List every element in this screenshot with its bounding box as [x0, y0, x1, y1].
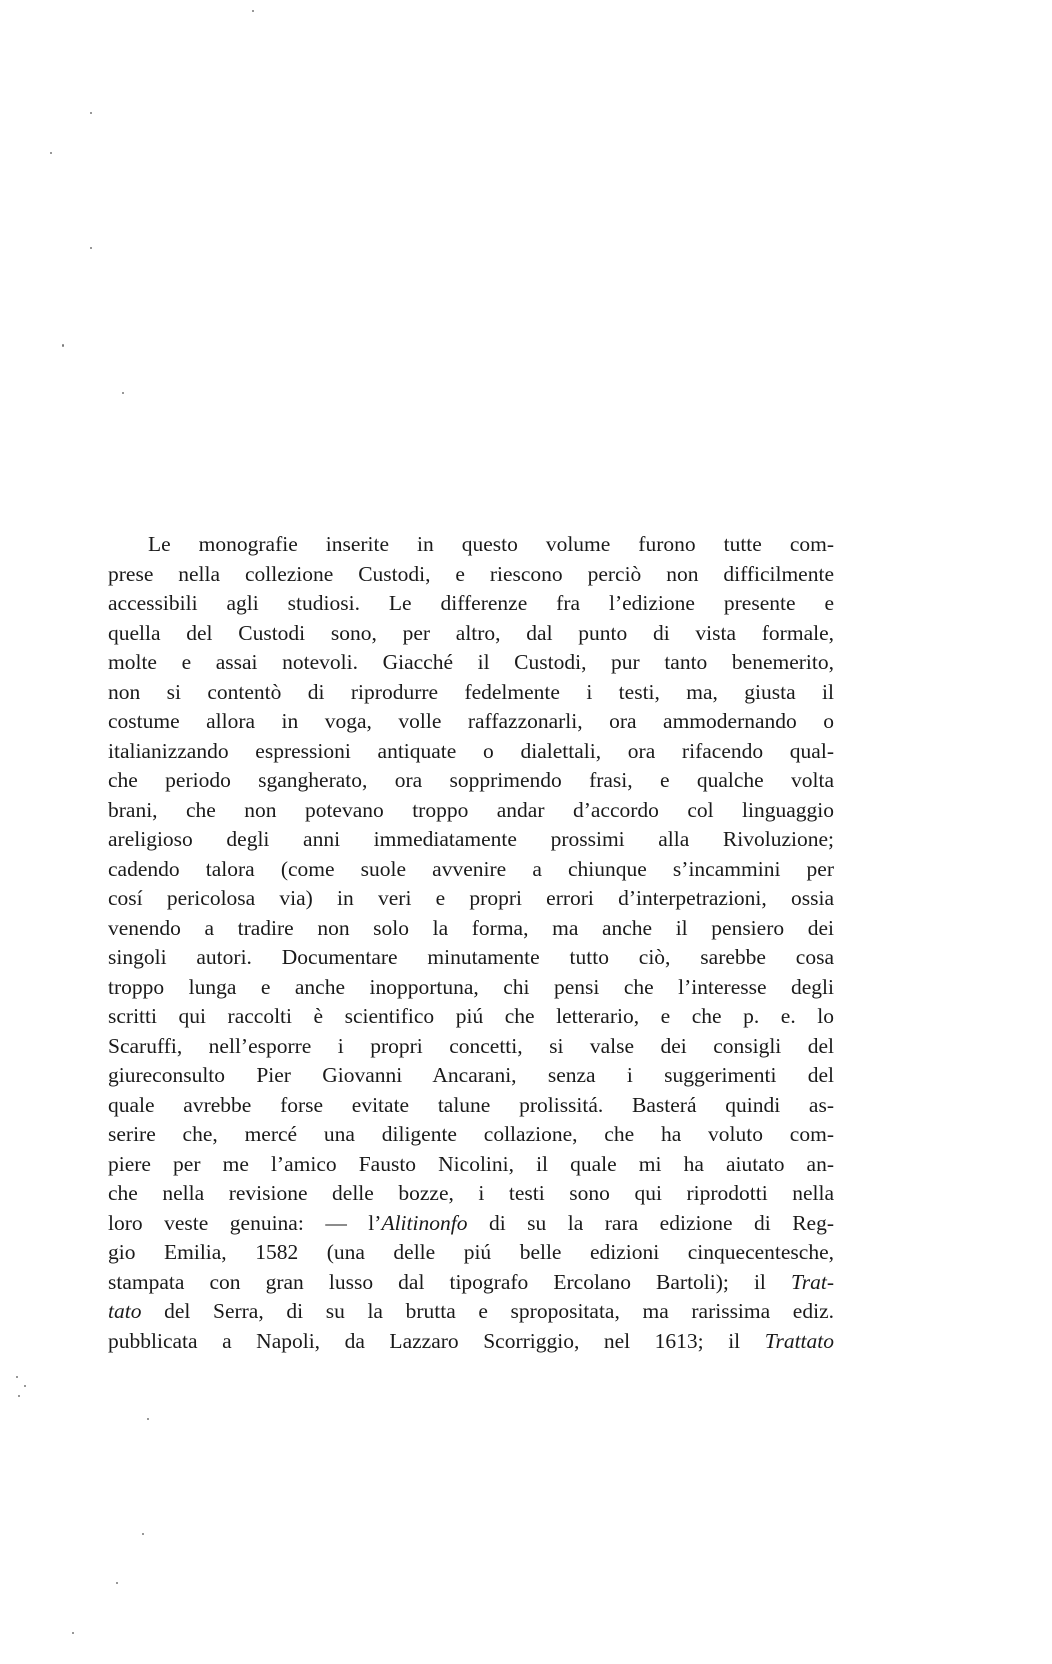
text-line [108, 737, 834, 767]
text-line [108, 914, 834, 944]
text-run: brani, che non potevano troppo andar d’accordo col linguaggio [108, 797, 834, 822]
text-line [108, 648, 834, 678]
text-run: singoli autori. Documentare minutamente tutto ciò, sarebbe cosa [108, 945, 834, 969]
text-line [108, 825, 834, 855]
text-line [108, 1091, 834, 1121]
text-run: costume allora in voga, volle raffazzonarli, ora ammodernando o [108, 709, 834, 733]
text-line [108, 707, 834, 737]
text-run: quella del Custodi sono, per altro, dal punto di vista formale, [108, 620, 834, 645]
text-run: Le monografie inserite in questo volume furono tutte com- [148, 532, 834, 556]
text-run: non si contentò di riprodurre fedelmente i testi, ma, giusta il [108, 679, 834, 704]
text-run: molte e assai notevoli. Giacché il Custodi, pur tanto benemerito, [108, 650, 834, 674]
scan-speck [90, 247, 92, 249]
text-line [108, 1032, 834, 1062]
text-line [108, 1061, 834, 1091]
text-run: troppo lunga e anche inopportuna, chi pensi che l’interesse degli [108, 974, 834, 999]
text-line [108, 1327, 834, 1357]
scan-speck [16, 1376, 18, 1378]
text-run: cosí pericolosa via) in veri e propri errori d’interpetrazioni, ossia [108, 886, 834, 910]
text-run: prese nella collezione Custodi, e riescono perciò non difficilmente [108, 561, 834, 586]
text-run: loro veste genuina: — l’ [108, 1210, 382, 1235]
text-run: cadendo talora (come suole avvenire a chiunque s’incammini per [108, 856, 834, 881]
text-run: quale avrebbe forse evitate talune prolissitá. Basterá quindi as- [108, 1092, 834, 1117]
scan-speck [90, 112, 92, 114]
text-run: che nella revisione delle bozze, i testi sono qui riprodotti nella [108, 1181, 834, 1205]
body-paragraph [108, 530, 834, 1356]
text-run: serire che, mercé una diligente collazione, che ha voluto com- [108, 1122, 834, 1146]
text-line [108, 943, 834, 973]
text-line [108, 855, 834, 885]
scan-speck [147, 1418, 149, 1420]
text-line [108, 678, 834, 708]
scan-speck [18, 1395, 20, 1397]
text-line [108, 1120, 834, 1150]
text-line [108, 589, 834, 619]
text-line [108, 1179, 834, 1209]
text-line [108, 1150, 834, 1180]
text-run: italianizzando espressioni antiquate o dialettali, ora rifacendo qual- [108, 738, 834, 763]
scan-speck [50, 152, 52, 154]
text-run: venendo a tradire non solo la forma, ma anche il pensiero dei [108, 915, 834, 940]
scan-speck [252, 10, 254, 12]
italic-title: Trattato [764, 1328, 834, 1353]
text-run: gio Emilia, 1582 (una delle piú belle edizioni cinquecentesche, [108, 1240, 834, 1264]
text-run: accessibili agli studiosi. Le differenze fra l’edizione presente e [108, 591, 834, 615]
text-line [108, 1209, 834, 1239]
italic-title: Trat- [790, 1269, 834, 1294]
text-line [108, 766, 834, 796]
text-run: di su la rara edizione di Reg- [467, 1210, 834, 1235]
text-line [108, 560, 834, 590]
italic-title: tato [108, 1299, 142, 1323]
italic-title: Alitinonfo [381, 1210, 468, 1235]
scan-speck [62, 344, 64, 347]
scan-speck [24, 1385, 26, 1387]
scan-speck [122, 392, 124, 394]
text-line [108, 1268, 834, 1298]
text-line [108, 973, 834, 1003]
text-run: stampata con gran lusso dal tipografo Ercolano Bartoli); il [108, 1269, 791, 1294]
text-run: areligioso degli anni immediatamente prossimi alla Rivoluzione; [108, 827, 834, 851]
text-line [108, 1297, 834, 1327]
text-line [108, 1238, 834, 1268]
scan-speck [142, 1533, 144, 1535]
text-line [108, 884, 834, 914]
text-line [108, 796, 834, 826]
text-run: Scaruffi, nell’esporre i propri concetti, si valse dei consigli del [108, 1033, 834, 1058]
text-run: piere per me l’amico Fausto Nicolini, il quale mi ha aiutato an- [108, 1151, 834, 1176]
text-run: pubblicata a Napoli, da Lazzaro Scorriggio, nel 1613; il [108, 1328, 765, 1353]
text-run: che periodo sgangherato, ora sopprimendo frasi, e qualche volta [108, 768, 834, 792]
text-line [108, 1002, 834, 1032]
text-run: del Serra, di su la brutta e spropositata, ma rarissima ediz. [141, 1299, 834, 1323]
scan-speck [116, 1582, 118, 1584]
text-run: giureconsulto Pier Giovanni Ancarani, senza i suggerimenti del [108, 1063, 834, 1087]
text-line [108, 619, 834, 649]
scan-speck [72, 1632, 74, 1634]
text-run: scritti qui raccolti è scientifico piú che letterario, e che p. e. lo [108, 1004, 834, 1028]
text-line [108, 530, 834, 560]
